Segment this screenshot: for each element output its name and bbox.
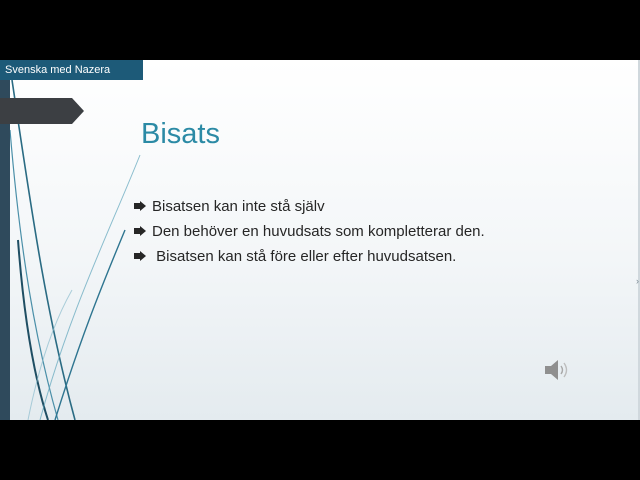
arrow-right-bullet-icon xyxy=(134,226,146,236)
bullet-item xyxy=(134,223,524,241)
bullet-text: Bisatsen kan inte stå själv xyxy=(152,198,325,215)
channel-name-label: Svenska med Nazera xyxy=(0,60,143,80)
slide-title: Bisats xyxy=(141,118,220,150)
presentation-slide xyxy=(0,60,640,420)
bullet-list xyxy=(134,198,524,273)
arrow-right-bullet-icon xyxy=(134,201,146,211)
arrow-right-bullet-icon xyxy=(134,251,146,261)
bullet-text: Bisatsen kan stå före eller efter huvudsatsen. xyxy=(152,248,457,265)
bullet-item xyxy=(134,198,524,216)
title-arrow-tab xyxy=(0,98,84,124)
left-accent-bar xyxy=(0,80,10,420)
edge-arrow-icon: › xyxy=(636,276,639,286)
video-letterbox-bottom xyxy=(0,420,640,480)
bullet-text: Den behöver en huvudsats som kompletterar den. xyxy=(152,223,485,240)
bullet-item xyxy=(134,248,524,266)
speaker-icon[interactable] xyxy=(543,357,571,383)
video-letterbox-top xyxy=(0,0,640,60)
